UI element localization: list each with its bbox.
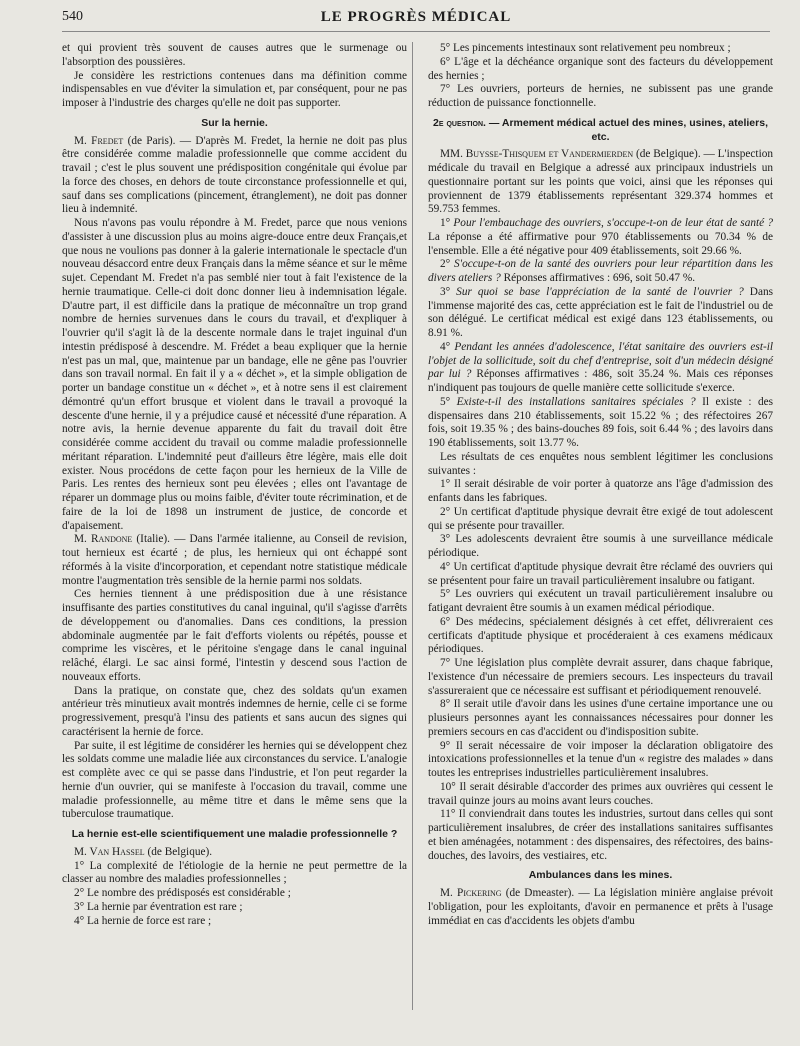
paragraph: Dans la pratique, on constate que, chez des soldats qu'un examen antérieur très minutieux avait montrés indemnes de hernie, celle ci se forme progressivement, presqu'à l'insu des patients et sans aucun des signes qui caractérisent la hernie de force. <box>62 684 407 738</box>
question-text: Pour l'embauchage des ouvriers, s'occupe-t-on de leur état de santé ? <box>453 217 774 229</box>
paragraph-vanhassel <box>62 846 407 860</box>
paragraph-buysse <box>428 148 773 217</box>
paragraph-fredet <box>62 135 407 218</box>
author-origin: (Italie). — <box>132 533 190 546</box>
section-heading: Ambulances dans les mines. <box>528 869 673 882</box>
author-origin: (de Paris). — <box>123 134 196 147</box>
paragraph-randone <box>62 533 407 588</box>
conclusion-item: 5° Les ouvriers qui exécutent un travail particulièrement insalubre ou fatigant devraient être soumis à un examen médical périodique. <box>428 588 773 614</box>
column-divider <box>412 42 413 1010</box>
right-column <box>428 42 773 928</box>
question-text: Sur quoi se base l'appréciation de la santé de l'ouvrier ? <box>456 285 744 298</box>
list-item: 1° La complexité de l'étiologie de la hernie ne peut permettre de la classer au nombre des maladies professionnelles ; <box>62 859 407 886</box>
survey-question-5 <box>428 396 773 451</box>
conclusion-item: 10° Il serait désirable d'accorder des primes aux ouvrières qui cessent le travail quinze jours au moins avant leurs couches. <box>428 780 773 807</box>
paragraph: Par suite, il est légitime de considérer les hernies qui se développent chez les soldats comme une maladie liée aux circonstances du service. L'analogie est complète avec ce qui se passe dans l'industrie, et l'on peut regarder la hernie d'un ouvrier, qui se manifeste à l'occasion du travail, comme une maladie professionnelle, au même titre et dans le même sens que la tuberculose traumatique. <box>62 739 407 821</box>
author-origin: (de Belgique). <box>144 845 213 858</box>
left-column <box>62 42 407 928</box>
survey-question-4 <box>428 341 773 396</box>
section-heading <box>428 117 773 145</box>
question-text: Existe-t-il des installations sanitaires spéciales ? <box>456 395 696 408</box>
section-heading: La hernie est-elle scientifiquement une maladie professionnelle ? <box>71 828 398 840</box>
paragraph-text: D'après M. Fredet, la hernie ne doit pas plus être considérée comme maladie professionnelle que comme accident du travail ; c'est le plus souvent une prédisposition congénitale qui évolue par la force des choses, en dehors de toute circonstance professionnelle et qui, sauf dans ses complications (pincement, étranglement), ne doit pas donner lieu à indemnité. <box>62 134 408 216</box>
question-label: 4° <box>440 340 455 353</box>
paragraph: Ces hernies tiennent à une prédisposition due à une résistance insuffisante des parties constitutives du canal inguinal, qu'il s'agisse d'arrêts de développement ou d'anomalies. Dans ces conditions, la pression abdominale augmentée par le fait d'efforts violents ou répétés, pousse et comprime les viscères, et le péritoine s'engage dans le canal inguinal relâché, élargi. Le sac ainsi formé, l'intestin y descend sous l'action de nouveaux efforts. <box>62 588 407 683</box>
conclusion-item: 9° Il serait nécessaire de voir imposer la déclaration obligatoire des intoxications professionnelles et la tenue d'un « registre des malades » dans toutes les entreprises industrielles particulièrement insalubres. <box>428 739 773 779</box>
answer-text: Dans l'immense majorité des cas, cette appréciation est le fait de l'industriel ou de son délégué. Le certificat médical est exigé dans 123 établissements, ou 8.91 %. <box>428 285 773 339</box>
conclusion-item: 7° Une législation plus complète devrait assurer, dans chaque fabrique, l'existence d'un nécessaire de premiers secours. Les inspecteurs du travail s'assureraient que ce nécessaire est suffisant et périodiquement renouvelé. <box>428 657 773 697</box>
page-number: 540 <box>62 9 83 24</box>
question-label: 2° <box>440 258 455 271</box>
paragraph: et qui provient très souvent de causes autres que le surmenage ou l'absorption des poussières. <box>62 42 407 68</box>
survey-question-1 <box>428 217 773 258</box>
page-header <box>62 9 770 32</box>
question-text: S'occupe-t-on de la santé des ouvriers pour leur répartition dans les divers ateliers ? <box>428 258 773 284</box>
list-item: 2° Le nombre des prédisposés est considérable ; <box>74 887 291 899</box>
running-title: LE PROGRÈS MÉDICAL <box>320 9 512 25</box>
author-name: MM. Buysse-Thisquem et Vandermierden <box>440 148 634 161</box>
paragraph-text: La législation minière anglaise prévoit l'obligation, pour les exploitants, d'avoir en permanence et prêts à l'usage immédiat en cas d'accidents les objets d'ambu <box>428 887 773 927</box>
list-item: 7° Les ouvriers, porteurs de hernies, ne subissent pas une grande réduction de puissance fonctionnelle. <box>428 83 773 109</box>
conclusion-item: 8° Il serait utile d'avoir dans les usines d'une certaine importance une ou plusieurs personnes ayant les connaissances nécessaires pour donner les premiers secours en cas d'accident ou d'indisposition subite. <box>428 698 773 738</box>
survey-question-2 <box>428 258 773 286</box>
section-heading-text: — Armement médical actuel des mines, usines, ateliers, etc. <box>485 116 768 143</box>
answer-text: Réponses affirmatives : 696, soit 50.47 %. <box>500 272 696 284</box>
answer-text: La réponse a été affirmative pour 970 établissements ou 70.34 % de l'ensemble. Elle a été négative pour 409 établissements, soit 29.66 %. <box>428 230 773 257</box>
answer-text: Il existe : des dispensaires dans 210 établissements, soit 15.22 % ; des réfectoires 267 fois, soit 19.35 % ; des bains-douches 89 fois, soit 6.44 % ; des lavoirs dans 190 établissements, soit 13.77 %. <box>428 395 773 449</box>
paragraph: Les résultats de ces enquêtes nous semblent légitimer les conclusions suivantes : <box>428 450 773 477</box>
question-label: 3° <box>440 285 457 298</box>
conclusion-item: 4° Un certificat d'aptitude physique devrait être réclamé des ouvriers qui se présentent pour faire un travail particulièrement insalubre ou fatigant. <box>428 560 773 587</box>
paragraph-pickering <box>428 887 773 928</box>
paragraph: Nous n'avons pas voulu répondre à M. Fredet, parce que nous venions d'assister à une discussion plus au moins aigre-douce entre deux Français,et que nous ne voulions pas donner à la galerie internationale le spectacle d'un nouveau désaccord entre deux Français dans la même séance et sur le même sujet. Cependant M. Fredet n'a pas semblé nier tout à fait l'existence de la hernie traumatique. Celle-ci doit donc donner lieu à indemnisation légale. D'autre part, il est difficile dans la pratique de méconnaître un trop grand nombre de hernies survenues dans le cours du travail, et d'expliquer à l'ouvrier qu'il s'agit là de la descente normale dans le trajet inguinal d'un intestin prédisposé à descendre. M. Frédet a beau expliquer que la hernie n'est pas un mal, que, maintenue par un bandage, elle ne gêne pas l'ouvrier dans son travail normal. En fait il y a « déchet », et la simple obligation de porter un bandage constitue un « déchet », et à notre sens il est clairement démontré qu'un effort brusque et violent dans le travail a provoqué la descente d'une hernie, il y a préjudice causé et nécessité d'une réparation. A notre avis, la hernie devenue apparente du fait du travail doit être considérée comme accident du travail ou comme maladie professionnelle méritant réparation. L'indemnité peut d'ailleurs être légère, mais elle doit exister. Nous procédons de cette façon pour les hernieux de la Ville de Paris. Les rentes des hernieux sont peu élevées ; elles ont l'avantage de réparer un dommage plus ou moins faible, d'éviter toute récrimination, et de faire de la loi de 1898 un instrument de justice, de concorde et d'apaisement. <box>62 217 407 532</box>
author-name: M. Randone <box>74 533 133 546</box>
conclusion-item: 11° Il conviendrait dans toutes les industries, surtout dans celles qui sont particulièrement insalubres, de créer des installations sanitaires suffisantes et bien aménagées, notamment : des dispensaires, des réfectoires, des bains-douches, des lavoirs, des vestiaires, etc. <box>428 808 773 862</box>
question-text: Pendant les années d'adolescence, l'état sanitaire des ouvriers est-il l'objet de la sollicitude, soit du chef d'entreprise, soit d'un médecin désigné par lui ? <box>428 340 773 381</box>
section-heading: Sur la hernie. <box>201 116 268 129</box>
author-name: M. Van Hassel <box>74 845 145 858</box>
author-origin: (de Belgique). — <box>633 148 718 161</box>
author-origin: (de Dmeaster). — <box>501 887 594 899</box>
paragraph-text: L'inspection médicale du travail en Belgique a adressé aux principaux industriels un questionnaire portant sur les points que voici, ainsi que les réponses qui proviennent de 1379 établissements représentant 329.374 hommes et 59.753 femmes. <box>428 148 774 216</box>
conclusion-item: 1° Il serait désirable de voir porter à quatorze ans l'âge d'admission des enfants dans les fabriques. <box>428 478 773 504</box>
list-item: 6° L'âge et la déchéance organique sont des facteurs du développement des hernies ; <box>428 55 773 82</box>
conclusion-item: 3° Les adolescents devraient être soumis à une surveillance médicale périodique. <box>428 533 773 559</box>
conclusion-item: 6° Des médecins, spécialement désignés à cet effet, délivreraient ces certificats d'aptitude physique et procéderaient à ces examens médicaux périodiques. <box>428 615 773 656</box>
question-label: 5° <box>440 395 457 408</box>
answer-text: Réponses affirmatives : 486, soit 35.24 %. Mais ces réponses n'indiquent pas toujours de quelle manière cette sollicitude s'exerce. <box>428 368 773 394</box>
list-item: 3° La hernie par éventration est rare ; <box>74 900 243 913</box>
author-name: M. Fredet <box>74 134 124 147</box>
question-number: 2e question. <box>433 116 486 129</box>
paragraph-text: Dans l'armée italienne, au Conseil de revision, tout hernieux est écarté ; de plus, les hernieux qui ont échappé sont réformés à la visite d'incorporation, et cependant notre statistique médicale montre l'augmentation très sensible de la hernie parmi nos soldats. <box>62 533 407 587</box>
list-item: 4° La hernie de force est rare ; <box>74 914 212 927</box>
conclusion-item: 2° Un certificat d'aptitude physique devrait être exigé de tout adolescent qui se présente pour travailler. <box>428 505 773 532</box>
author-name: M. Pickering <box>440 887 502 899</box>
list-item: 5° Les pincements intestinaux sont relativement peu nombreux ; <box>440 42 731 54</box>
question-label: 1° <box>440 217 454 229</box>
survey-question-3 <box>428 286 773 341</box>
paragraph: Je considère les restrictions contenues dans ma définition comme indispensables en vue d'éviter la simulation et, par conséquent, pour ne pas imposer à l'industrie des charges qu'elle ne doit pas supporter. <box>62 69 407 109</box>
